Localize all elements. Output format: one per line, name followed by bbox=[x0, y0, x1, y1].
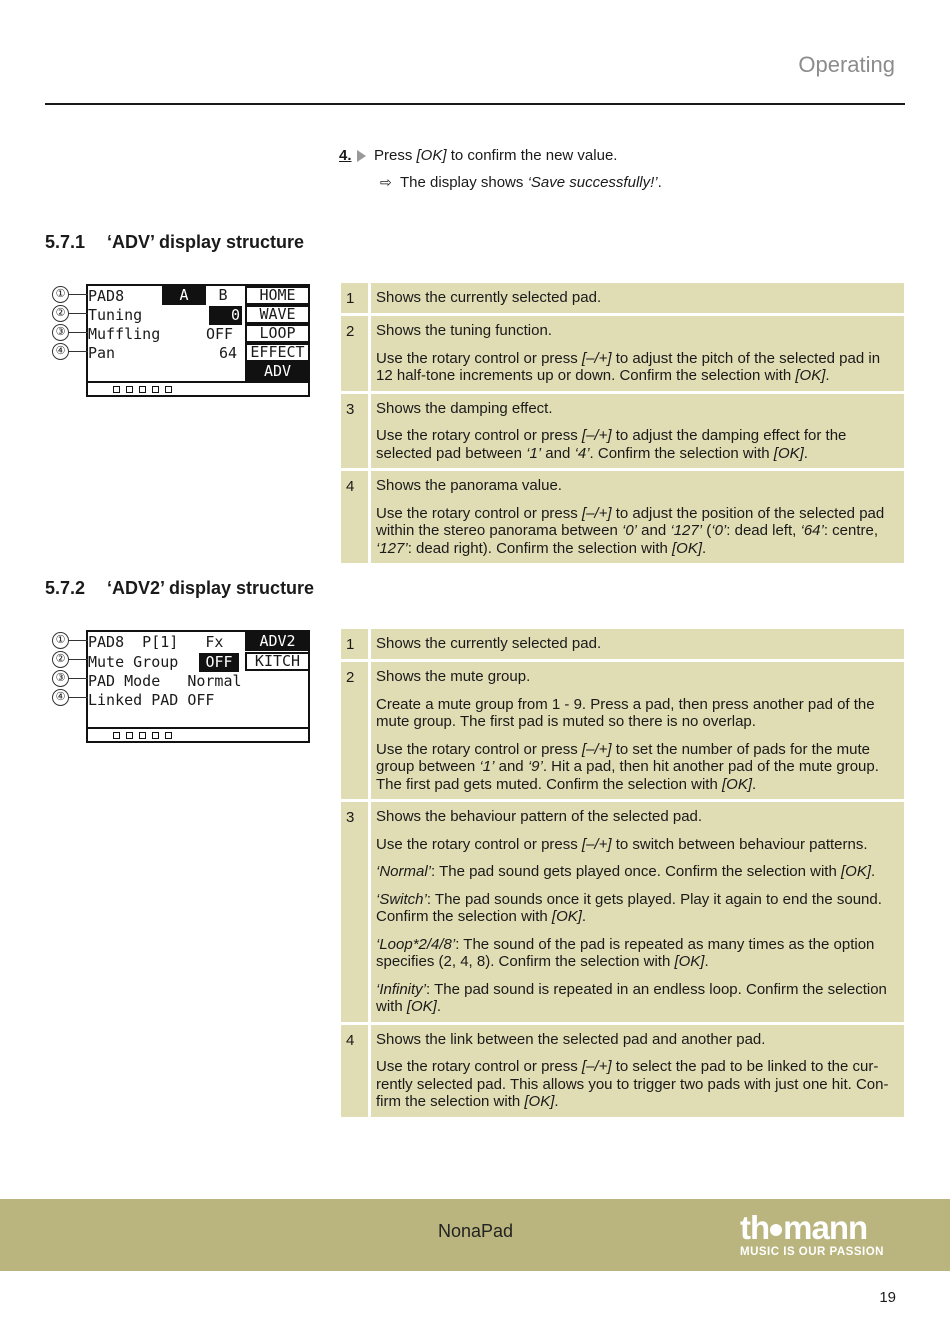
row-number: 4 bbox=[341, 471, 368, 563]
result-text-1: The display shows bbox=[400, 174, 528, 191]
description-paragraph bbox=[376, 936, 896, 971]
row-description bbox=[371, 662, 904, 799]
lcd-row-muffling: Muffling bbox=[88, 325, 161, 343]
paragraph-text: and bbox=[541, 444, 575, 462]
paragraph-text: Shows the link between the selected pad and another pad. bbox=[376, 1030, 766, 1048]
table-row bbox=[341, 471, 904, 563]
lcd-menu-kitch: KITCH bbox=[245, 652, 310, 671]
description-paragraph bbox=[376, 808, 896, 826]
description-paragraph bbox=[376, 891, 896, 926]
paragraph-text: . bbox=[803, 444, 808, 462]
paragraph-text: Shows the damping effect. bbox=[376, 399, 553, 417]
running-header: Operating bbox=[798, 52, 895, 77]
product-name: NonaPad bbox=[438, 1221, 514, 1241]
callout-line bbox=[69, 697, 88, 698]
paragraph-text: and bbox=[637, 522, 671, 539]
paragraph-text: Shows the mute group. bbox=[376, 668, 531, 685]
pad-square-icon bbox=[152, 386, 159, 393]
emphasis-text: ‘127’ bbox=[670, 522, 703, 539]
description-paragraph bbox=[376, 477, 896, 495]
emphasis-text: [OK] bbox=[773, 444, 804, 462]
result-arrow-icon: ⇨ bbox=[380, 174, 392, 190]
row-description bbox=[371, 316, 904, 391]
section-title: ‘ADV2’ display structure bbox=[107, 578, 315, 598]
lcd-pan-value: 64 bbox=[219, 344, 238, 362]
paragraph-text: : dead left, bbox=[726, 522, 801, 539]
step-4 bbox=[339, 147, 617, 164]
paragraph-text: Shows the panorama value. bbox=[376, 477, 562, 494]
lcd-menu-effect: EFFECT bbox=[245, 343, 310, 362]
emphasis-text: [OK] bbox=[524, 1093, 555, 1110]
description-paragraph bbox=[376, 863, 896, 881]
table-row bbox=[341, 629, 904, 659]
emphasis-text: ‘Infinity’ bbox=[376, 980, 427, 998]
step-text-1: Press bbox=[374, 147, 417, 164]
callout-2: ② bbox=[52, 305, 69, 322]
emphasis-text: [–/+] bbox=[581, 835, 612, 853]
pad-square-icon bbox=[126, 732, 133, 739]
emphasis-text: [OK] bbox=[795, 367, 826, 384]
lcd-cell-b: B bbox=[218, 286, 228, 304]
callout-3: ③ bbox=[52, 670, 69, 687]
logo-text-right: mann bbox=[783, 1209, 868, 1246]
row-number: 1 bbox=[341, 629, 368, 659]
lcd-menu-adv2: ADV2 bbox=[245, 632, 310, 651]
lcd-menu-home: HOME bbox=[245, 286, 310, 305]
pad-square-icon bbox=[139, 386, 146, 393]
result-text-quote: ‘Save successfully!’ bbox=[527, 174, 658, 191]
lcd-row-pad-mode: PAD Mode Normal bbox=[88, 672, 242, 690]
description-paragraph bbox=[376, 350, 896, 385]
table-row bbox=[341, 662, 904, 799]
pad-square-icon bbox=[113, 732, 120, 739]
callout-line bbox=[69, 659, 88, 660]
paragraph-text: : centre, bbox=[823, 522, 879, 539]
emphasis-text: ‘64’ bbox=[800, 522, 824, 539]
row-number: 3 bbox=[341, 802, 368, 1022]
lcd-menu-loop: LOOP bbox=[245, 324, 310, 343]
description-paragraph bbox=[376, 289, 896, 307]
paragraph-text: . bbox=[871, 863, 876, 880]
callout-line bbox=[69, 332, 88, 333]
emphasis-text: ‘0’ bbox=[621, 522, 637, 539]
description-paragraph bbox=[376, 668, 896, 686]
thomann-logo bbox=[740, 1211, 884, 1258]
description-paragraph bbox=[376, 981, 896, 1016]
row-description bbox=[371, 394, 904, 469]
table-row bbox=[341, 1025, 904, 1117]
paragraph-text: : The pad sound gets played once. Confirm the selection with bbox=[431, 863, 841, 880]
row-description bbox=[371, 629, 904, 659]
table-row bbox=[341, 394, 904, 469]
section-heading-572 bbox=[45, 578, 314, 599]
lcd-menu-adv: ADV bbox=[245, 362, 310, 381]
row-description bbox=[371, 1025, 904, 1117]
callout-line bbox=[69, 294, 88, 295]
lcd-row-tuning: Tuning bbox=[88, 306, 143, 324]
paragraph-text: Shows the currently selected pad. bbox=[376, 635, 602, 652]
pad-square-icon bbox=[113, 386, 120, 393]
emphasis-text: [OK] bbox=[551, 908, 582, 925]
paragraph-text: Use the rotary control or press bbox=[376, 740, 582, 758]
table-row bbox=[341, 316, 904, 391]
lcd-row-linked-pad: Linked PAD OFF bbox=[88, 691, 215, 709]
emphasis-text: [OK] bbox=[674, 953, 705, 970]
callout-4: ④ bbox=[52, 343, 69, 360]
paragraph-text: . bbox=[436, 998, 442, 1015]
paragraph-text: : The pad sounds once it gets played. Play it again to end the sound. Confirm the selection with bbox=[376, 890, 882, 925]
lcd-pad-indicator bbox=[88, 381, 308, 397]
paragraph-text: Use the rotary control or press bbox=[376, 1058, 582, 1075]
paragraph-text: . Confirm the selection with bbox=[589, 444, 774, 462]
paragraph-text: . Hit a pad, then hit another pad of the mute group. The first pad gets muted. Confirm the selection with bbox=[376, 758, 879, 793]
callout-2: ② bbox=[52, 651, 69, 668]
pad-square-icon bbox=[139, 732, 146, 739]
step-text-ok: [OK] bbox=[416, 147, 447, 164]
lcd-row-mute-group: Mute Group bbox=[88, 653, 179, 671]
paragraph-text: : dead right). Confirm the selection with bbox=[407, 539, 672, 557]
paragraph-text: : The pad sound is repeated in an endless loop. Confirm the selection with bbox=[376, 980, 887, 1015]
callout-4: ④ bbox=[52, 689, 69, 706]
lcd-pad-indicator bbox=[88, 727, 308, 743]
lcd-cell-a: A bbox=[162, 286, 206, 305]
paragraph-text: Use the rotary control or press bbox=[376, 427, 582, 444]
paragraph-text: . bbox=[581, 908, 587, 925]
paragraph-text: to adjust the position of the selected pad within the stereo panorama between bbox=[376, 504, 885, 539]
description-paragraph bbox=[376, 635, 896, 653]
pad-square-icon bbox=[152, 732, 159, 739]
paragraph-text: . bbox=[752, 775, 757, 793]
paragraph-text: Shows the tuning function. bbox=[376, 322, 552, 339]
emphasis-text: [–/+] bbox=[581, 504, 612, 522]
paragraph-text: . bbox=[702, 539, 707, 557]
lcd-menu-wave: WAVE bbox=[245, 305, 310, 324]
description-paragraph bbox=[376, 400, 896, 418]
emphasis-text: ‘Normal’ bbox=[376, 863, 432, 880]
lcd-row-pan: Pan bbox=[88, 344, 116, 362]
table-row bbox=[341, 802, 904, 1022]
paragraph-text: Use the rotary control or press bbox=[376, 349, 582, 367]
emphasis-text: [–/+] bbox=[581, 740, 612, 758]
callout-3: ③ bbox=[52, 324, 69, 341]
callout-line bbox=[69, 351, 88, 352]
description-paragraph bbox=[376, 1031, 896, 1049]
description-paragraph bbox=[376, 696, 896, 731]
emphasis-text: [OK] bbox=[840, 863, 871, 880]
lcd-row-pad: PAD8 bbox=[88, 287, 125, 305]
lcd-row-pad: PAD8 P[1] Fx bbox=[88, 633, 224, 651]
row-description bbox=[371, 802, 904, 1022]
description-paragraph bbox=[376, 836, 896, 854]
description-paragraph bbox=[376, 505, 896, 558]
lcd-muffling-value: OFF bbox=[206, 325, 234, 343]
lcd-adv2-display bbox=[86, 630, 310, 743]
row-number: 1 bbox=[341, 283, 368, 313]
paragraph-text: to select the pad to be linked to the currently selected pad. This allows you to trigger two pads with just one hit. Confirm the selection with bbox=[376, 1058, 889, 1110]
paragraph-text: Create a mute group from 1 - 9. Press a pad, then press another pad of the mute group. The first pad is muted so there is no overlap. bbox=[376, 695, 875, 730]
paragraph-text: ( bbox=[702, 522, 712, 539]
pad-square-icon bbox=[165, 386, 172, 393]
row-number: 2 bbox=[341, 662, 368, 799]
emphasis-text: ‘1’ bbox=[479, 758, 495, 775]
emphasis-text: ‘Switch’ bbox=[376, 890, 427, 908]
paragraph-text: Shows the behaviour pattern of the selected pad. bbox=[376, 808, 703, 825]
table-row bbox=[341, 283, 904, 313]
step-number: 4. bbox=[339, 147, 352, 164]
logo-dot-icon bbox=[770, 1224, 782, 1236]
lcd-adv-display bbox=[86, 284, 310, 397]
callout-line bbox=[69, 640, 88, 641]
section-heading-571 bbox=[45, 232, 304, 253]
step-result bbox=[380, 174, 662, 191]
section-title: ‘ADV’ display structure bbox=[107, 232, 305, 252]
callout-1: ① bbox=[52, 286, 69, 303]
row-description bbox=[371, 283, 904, 313]
description-paragraph bbox=[376, 741, 896, 794]
row-number: 2 bbox=[341, 316, 368, 391]
header-rule bbox=[45, 103, 905, 105]
paragraph-text: . bbox=[704, 953, 709, 970]
description-paragraph bbox=[376, 1058, 896, 1111]
paragraph-text: Use the rotary control or press bbox=[376, 504, 582, 522]
paragraph-text: . bbox=[554, 1093, 559, 1110]
emphasis-text: ‘1’ bbox=[526, 444, 542, 462]
emphasis-text: ‘127’ bbox=[376, 539, 408, 557]
emphasis-text: [OK] bbox=[406, 998, 437, 1015]
pad-square-icon bbox=[126, 386, 133, 393]
paragraph-text: to set the number of pads for the mute group between bbox=[376, 740, 871, 775]
emphasis-text: [–/+] bbox=[581, 349, 612, 367]
page-footer bbox=[0, 1199, 950, 1271]
emphasis-text: [–/+] bbox=[581, 1058, 612, 1075]
emphasis-text: ‘9’ bbox=[527, 758, 543, 775]
emphasis-text: [OK] bbox=[722, 775, 753, 793]
paragraph-text: : The sound of the pad is repeated as many times as the option specifies (2, 4, 8). Confirm the selection with bbox=[376, 935, 875, 970]
callout-1: ① bbox=[52, 632, 69, 649]
section-number: 5.7.1 bbox=[45, 232, 86, 252]
logo-text-left: th bbox=[740, 1209, 770, 1246]
result-text-2: . bbox=[657, 174, 662, 191]
callout-line bbox=[69, 313, 88, 314]
emphasis-text: [OK] bbox=[672, 539, 703, 557]
description-paragraph bbox=[376, 427, 896, 462]
paragraph-text: to adjust the damping effect for the selected pad between bbox=[376, 427, 847, 462]
row-description bbox=[371, 471, 904, 563]
row-number: 4 bbox=[341, 1025, 368, 1117]
emphasis-text: ‘Loop*2/4/8’ bbox=[376, 935, 456, 953]
paragraph-text: and bbox=[494, 758, 528, 775]
adv2-description-table bbox=[341, 629, 904, 1120]
emphasis-text: ‘0’ bbox=[711, 522, 727, 539]
section-number: 5.7.2 bbox=[45, 578, 86, 598]
logo-tagline: MUSIC IS OUR PASSION bbox=[740, 1246, 884, 1258]
step-text-2: to confirm the new value. bbox=[446, 147, 618, 164]
paragraph-text: Shows the currently selected pad. bbox=[376, 289, 602, 306]
callout-line bbox=[69, 678, 88, 679]
step-arrow-icon bbox=[357, 150, 366, 162]
paragraph-text: Use the rotary control or press bbox=[376, 835, 582, 853]
description-paragraph bbox=[376, 322, 896, 340]
lcd-tuning-value: 0 bbox=[209, 306, 242, 325]
lcd-mute-value: OFF bbox=[199, 653, 239, 672]
emphasis-text: ‘4’ bbox=[574, 444, 590, 462]
paragraph-text: . bbox=[825, 367, 830, 384]
adv-description-table bbox=[341, 283, 904, 566]
page-number: 19 bbox=[879, 1289, 896, 1306]
paragraph-text: to switch between behaviour patterns. bbox=[611, 835, 868, 853]
row-number: 3 bbox=[341, 394, 368, 469]
paragraph-text: to adjust the pitch of the selected pad in 12 half-tone increments up or down. Confirm the selection with bbox=[376, 349, 881, 384]
emphasis-text: [–/+] bbox=[581, 427, 612, 444]
pad-square-icon bbox=[165, 732, 172, 739]
